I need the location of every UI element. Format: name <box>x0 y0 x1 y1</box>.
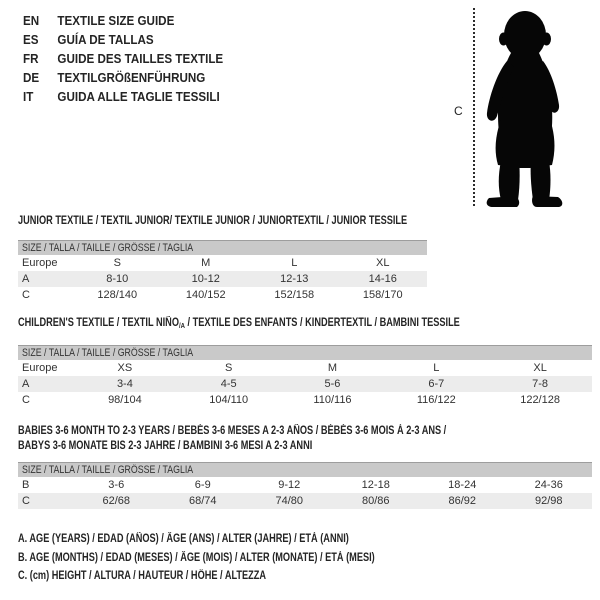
section-babies-title <box>18 424 553 454</box>
table-cell: 158/170 <box>362 289 403 301</box>
language-row-en <box>23 11 223 30</box>
toddler-silhouette-icon <box>481 9 569 207</box>
language-row-de <box>23 68 223 87</box>
table-cell: 5-6 <box>281 376 385 392</box>
language-title: GUÍA DE TALLAS <box>57 32 154 47</box>
size-header-bar <box>18 462 592 477</box>
table-cell: 80/86 <box>333 493 420 509</box>
table-cell: 62/68 <box>73 493 160 509</box>
table-row <box>18 392 592 408</box>
table-cell: 18-24 <box>448 479 477 491</box>
language-code: IT <box>23 89 34 104</box>
title-part: CHILDREN'S TEXTILE / TEXTIL NIÑO <box>18 317 179 329</box>
table-cell: 152/158 <box>274 289 315 301</box>
language-row-it <box>23 87 223 106</box>
table-cell: M <box>201 257 211 269</box>
note-a: A. AGE (YEARS) / EDAD (AÑOS) / ÂGE (ANS) / ALTER (JAHRE) / ETÀ (ANNI) <box>18 533 349 545</box>
table-cell: 6-7 <box>384 376 488 392</box>
table-cell: 110/116 <box>313 394 352 406</box>
table-row <box>18 287 427 303</box>
size-header-label: SIZE / TALLA / TAILLE / GRÖSSE / TAGLIA <box>22 242 194 254</box>
size-header-label: SIZE / TALLA / TAILLE / GRÖSSE / TAGLIA <box>22 464 194 476</box>
size-header-bar <box>18 240 427 255</box>
table-cell: 98/104 <box>108 394 142 406</box>
row-label: C <box>22 289 30 301</box>
table-cell: 7-8 <box>488 376 592 392</box>
row-label: A <box>18 376 73 392</box>
row-label: C <box>18 493 73 509</box>
table-cell: 12-18 <box>361 479 390 491</box>
table-cell: 128/140 <box>97 289 138 301</box>
table-cell: 3-4 <box>73 376 177 392</box>
language-title: GUIDE DES TAILLES TEXTILE <box>57 51 224 66</box>
language-code: ES <box>23 32 39 47</box>
language-code: EN <box>23 13 40 28</box>
table-row <box>18 376 592 392</box>
section-title-line-1: BABIES 3-6 MONTH TO 2-3 YEARS / BEBÉS 3-6 MESES A 2-3 AÑOS / BÉBÉS 3-6 MOIS À 2-3 ANS / <box>18 425 447 437</box>
height-measure-label: C <box>454 104 463 118</box>
language-title: GUIDA ALLE TAGLIE TESSILI <box>57 89 220 104</box>
table-cell: S <box>113 257 121 269</box>
table-cell: 116/122 <box>416 394 456 406</box>
table-cell: 122/128 <box>520 394 560 406</box>
table-cell: L <box>433 362 440 374</box>
table-cell: 6-9 <box>194 479 211 491</box>
table-cell: 10-12 <box>162 271 251 287</box>
language-code: DE <box>23 70 40 85</box>
table-cell: 68/74 <box>160 493 247 509</box>
babies-table <box>18 477 592 509</box>
table-cell: 8-10 <box>73 271 162 287</box>
table-cell: S <box>225 362 233 374</box>
language-title: TEXTILE SIZE GUIDE <box>57 13 175 28</box>
table-cell: 4-5 <box>177 376 281 392</box>
table-cell: 74/80 <box>246 493 333 509</box>
table-cell: 24-36 <box>534 479 563 491</box>
table-row <box>18 271 427 287</box>
section-children-title <box>18 316 570 331</box>
row-label: C <box>22 394 30 406</box>
size-header-label: SIZE / TALLA / TAILLE / GRÖSSE / TAGLIA <box>22 347 194 359</box>
table-row <box>18 255 427 271</box>
row-label: Europe <box>22 362 58 374</box>
table-cell: 140/152 <box>185 289 226 301</box>
language-list <box>23 11 238 106</box>
junior-size-table <box>18 240 427 303</box>
table-cell: L <box>291 257 298 269</box>
height-measure-dotted-line <box>473 8 475 206</box>
table-cell: XS <box>117 362 133 374</box>
section-title: JUNIOR TEXTILE / TEXTIL JUNIOR/ TEXTILE JUNIOR / JUNIORTEXTIL / JUNIOR TESSILE <box>18 215 408 227</box>
section-title-line-2: BABYS 3-6 MONATE BIS 2-3 JAHRE / BAMBINI 3-6 MESI A 2-3 ANNI <box>18 440 313 452</box>
table-cell: 9-12 <box>278 479 301 491</box>
size-header-bar <box>18 345 592 360</box>
section-title <box>18 316 460 331</box>
table-cell: 14-16 <box>339 271 428 287</box>
language-code: FR <box>23 51 39 66</box>
language-row-es <box>23 30 223 49</box>
note-c: C. (cm) HEIGHT / ALTURA / HAUTEUR / HÖHE / ALTEZZA <box>18 570 267 582</box>
junior-table <box>18 255 427 303</box>
title-part-subscript: /A <box>178 321 185 330</box>
table-row <box>18 493 592 509</box>
babies-size-table <box>18 462 592 509</box>
table-cell: 104/110 <box>209 394 249 406</box>
table-cell: 3-6 <box>108 479 125 491</box>
title-part: / TEXTILE DES ENFANTS / KINDERTEXTIL / BAMBINI TESSILE <box>184 317 460 329</box>
legend-notes <box>18 531 464 587</box>
table-cell: 12-13 <box>250 271 339 287</box>
table-row <box>18 477 592 493</box>
section-junior-title <box>18 214 504 229</box>
row-label: B <box>22 479 30 491</box>
table-cell: 92/98 <box>506 493 593 509</box>
language-row-fr <box>23 49 223 68</box>
table-cell: XL <box>376 257 390 269</box>
children-table <box>18 360 592 408</box>
table-cell: 86/92 <box>419 493 506 509</box>
row-label: A <box>18 271 73 287</box>
row-label: Europe <box>22 257 58 269</box>
table-cell: XL <box>533 362 547 374</box>
table-cell: M <box>327 362 338 374</box>
note-b: B. AGE (MONTHS) / EDAD (MESES) / ÂGE (MOIS) / ALTER (MONATE) / ETÀ (MESI) <box>18 551 375 564</box>
children-size-table <box>18 345 592 408</box>
language-title: TEXTILGRÖßENFÜHRUNG <box>57 70 206 85</box>
table-row <box>18 360 592 376</box>
